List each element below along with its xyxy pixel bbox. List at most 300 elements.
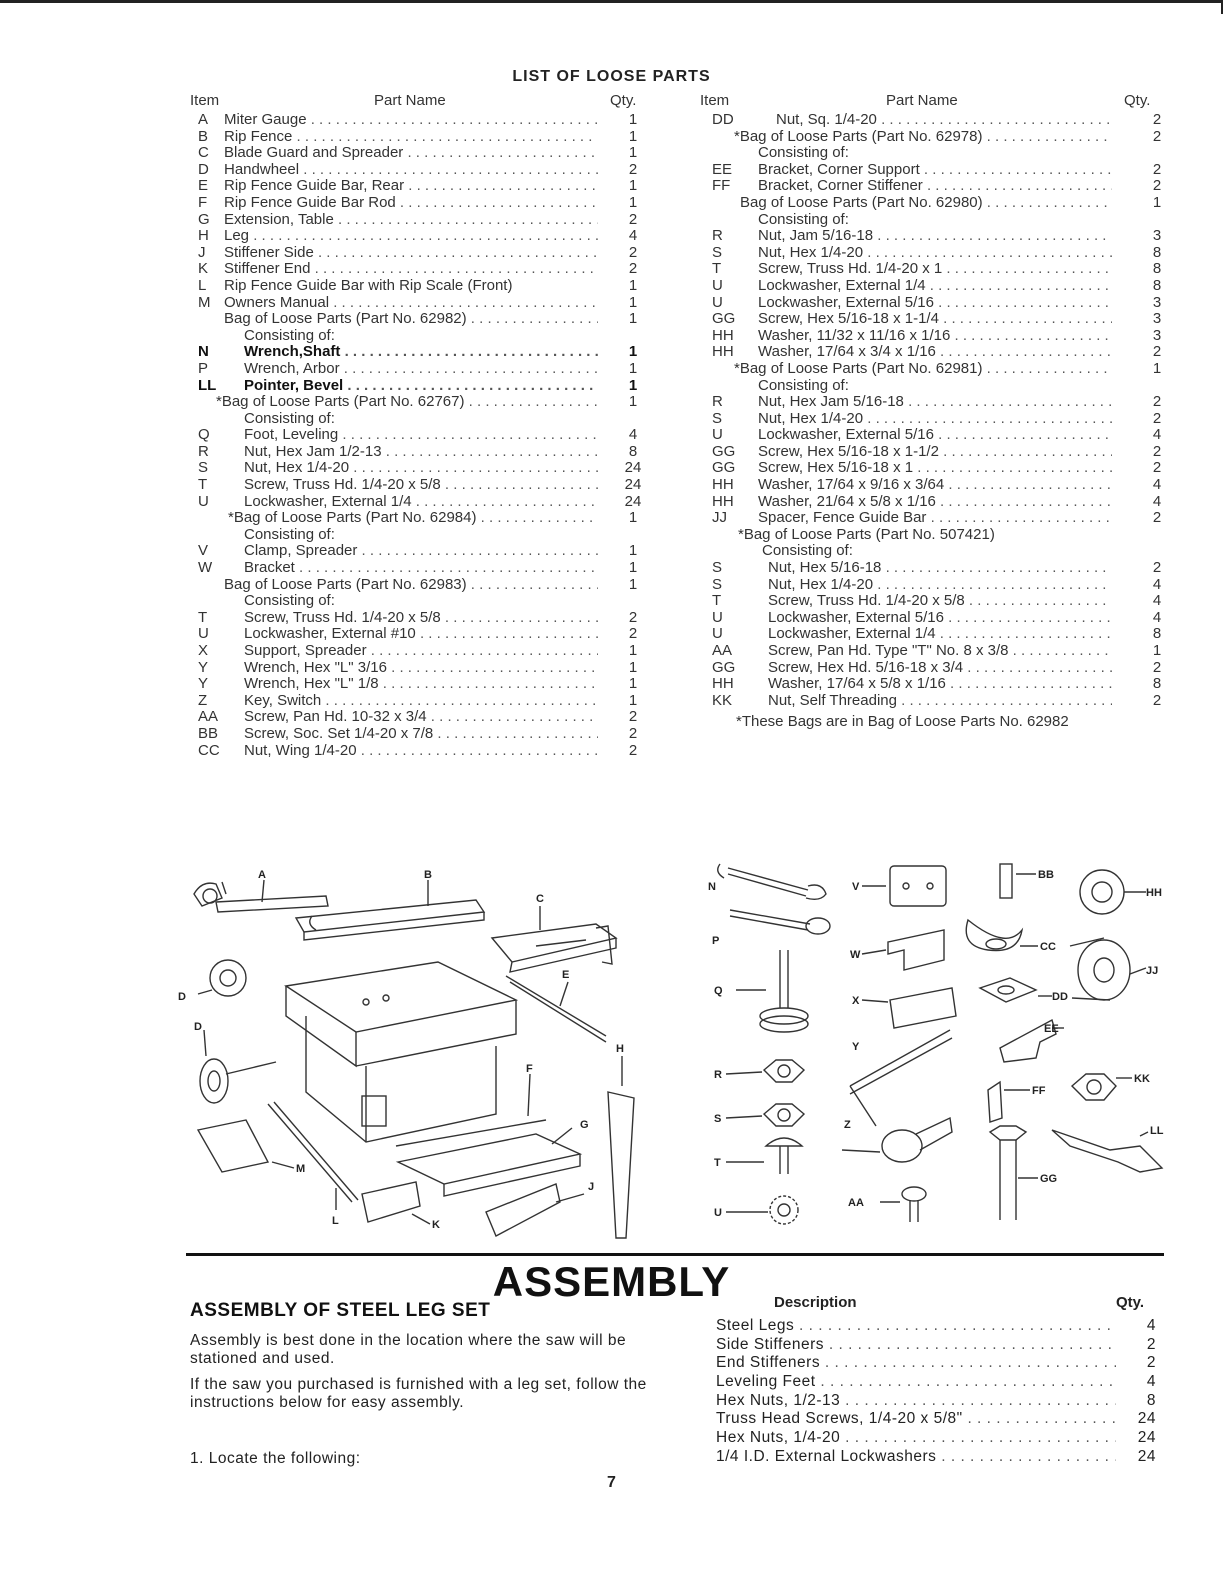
part-code: S [712,575,723,593]
set-screw-drawing [1000,864,1012,898]
part-qty: 4 [1152,608,1162,626]
part-name: *Bag of Loose Parts (Part No. 507421) [738,526,995,543]
assembly-heading: ASSEMBLY [492,1258,731,1305]
parts-row [700,411,1170,428]
arbor-wrench-drawing [730,910,810,930]
part-code: JJ [712,509,727,527]
part-code: S [198,459,209,477]
part-name: Wrench, Arbor . . . [244,361,598,378]
blade-guard-drawing [492,924,616,972]
parts-list-left-rows [186,112,646,759]
leg-set-part-qty: 2 [1146,1354,1156,1372]
part-code: GG [712,310,736,328]
label-g: G [580,1119,589,1131]
part-name: Nut, Hex 1/4-20 . . . [768,577,1112,594]
part-qty: 3 [1152,293,1162,311]
part-code: HH [712,675,734,693]
parts-row [186,178,646,195]
parts-row [186,112,646,129]
part-code: W [198,559,213,577]
part-name: Bracket . . . [244,560,598,577]
parts-row [186,145,646,162]
part-qty: 2 [628,625,638,643]
hex-wrench-drawing [850,1030,952,1126]
part-qty: 2 [1152,160,1162,178]
parts-row [186,212,646,229]
self-threading-nut-drawing [1072,1074,1116,1100]
shaft-wrench-drawing [728,868,808,896]
leg-set-paragraph: If the saw you purchased is furnished with a leg set, follow the instructions below for easy assembly. [190,1376,647,1411]
part-name: Lockwasher, External 1/4 . . . [768,626,1112,643]
part-code: U [712,608,723,626]
part-qty: 2 [628,160,638,178]
part-qty: 1 [628,509,638,527]
part-name: Lockwasher, External #10 . . . [244,626,598,643]
part-code: J [198,243,206,261]
part-qty: 8 [628,442,638,460]
part-code: U [712,625,723,643]
hex-screw-drawing [990,1126,1026,1220]
label-ll: LL [1150,1125,1164,1137]
parts-row [700,610,1170,627]
parts-row [700,560,1170,577]
part-qty: 2 [628,260,638,278]
part-qty: 2 [1152,559,1162,577]
part-qty: 1 [628,559,638,577]
part-code: R [712,393,723,411]
part-qty: 1 [628,127,638,145]
part-name: Lockwasher, External 5/16 . . . [758,427,1112,444]
label-d-upper: D [178,991,186,1003]
parts-row [700,145,1170,162]
leg-set-part-row [716,1410,1156,1429]
leg-set-part-row [716,1354,1156,1373]
parts-row [700,344,1170,361]
leg-set-part-row [716,1429,1156,1448]
parts-row [700,328,1170,345]
part-name: Washer, 11/32 x 11/16 x 1/16 . . . [758,328,1112,345]
parts-list-left-header [186,92,646,112]
label-x: X [852,995,860,1007]
label-m: M [296,1163,306,1175]
label-s: S [714,1113,722,1125]
parts-row [186,278,646,295]
label-z: Z [844,1119,851,1131]
label-w: W [850,949,861,961]
parts-row [186,427,646,444]
part-qty: 1 [1152,642,1162,659]
part-qty: 2 [1152,691,1162,709]
part-name: Consisting of: [758,211,849,228]
parts-row [700,378,1170,395]
label-q: Q [714,985,723,997]
parts-row [186,726,646,743]
leg-set-part-name: Steel Legs . . . [716,1317,1116,1336]
part-qty: 1 [628,193,638,211]
part-code: M [198,293,211,311]
label-r: R [714,1069,722,1081]
header-qty: Qty. [610,92,637,109]
part-qty: 4 [628,426,638,444]
parts-row [700,162,1170,179]
part-name: *Bag of Loose Parts (Part No. 62981) . . . [734,361,1112,378]
part-qty: 2 [1152,459,1162,477]
part-code: HH [712,343,734,361]
parts-row [700,228,1170,245]
part-name: Consisting of: [758,145,849,162]
part-name: Foot, Leveling . . . [244,427,598,444]
part-qty: 2 [1152,409,1162,427]
top-border-line [0,0,1223,3]
parts-row [700,543,1170,560]
part-code: GG [712,442,736,460]
part-qty: 4 [1152,575,1162,593]
stiffener-bracket-drawing [988,1082,1002,1122]
part-code: F [198,193,208,211]
header-part-name: Part Name [886,92,958,109]
guide-bar-rod-drawing [396,1120,546,1146]
part-name: Rip Fence . . . [224,129,598,146]
part-code: R [712,227,723,245]
label-v: V [852,881,860,893]
part-code: HH [712,326,734,344]
part-name: Bracket, Corner Stiffener . . . [758,178,1112,195]
intro-paragraph: Assembly is best done in the location where the saw will be stationed and used. [190,1332,627,1367]
parts-row [186,743,646,760]
part-name: Spacer, Fence Guide Bar . . . [758,510,1112,527]
part-name: Washer, 17/64 x 5/8 x 1/16 . . . [768,676,1112,693]
part-qty: 1 [628,343,638,361]
label-ee: EE [1044,1023,1059,1035]
part-name: Support, Spreader . . . [244,643,598,660]
part-qty: 2 [628,708,638,726]
leg-set-part-row [716,1448,1156,1467]
parts-row [186,245,646,262]
hex-nut-drawing [764,1104,804,1126]
part-code: KK [712,691,733,709]
parts-row [700,427,1170,444]
part-qty: 1 [628,642,638,659]
parts-row [186,328,646,345]
part-name: Nut, Sq. 1/4-20 . . . [776,112,1112,129]
parts-row [186,295,646,312]
label-hh: HH [1146,887,1162,899]
leg-set-part-qty: 4 [1146,1373,1156,1391]
part-name: Screw, Pan Hd. Type "T" No. 8 x 3/8 . . . [768,643,1112,660]
part-qty: 1 [628,675,638,693]
part-qty: 2 [1152,442,1162,460]
parts-row [186,560,646,577]
part-name: Nut, Hex 1/4-20 . . . [758,245,1112,262]
part-code: T [198,476,208,494]
label-u: U [714,1207,722,1219]
description-header: Description [774,1294,857,1311]
owners-manual-drawing [198,1120,268,1172]
part-code: S [712,409,723,427]
parts-row [700,112,1170,129]
parts-row [700,295,1170,312]
part-qty: 8 [1152,276,1162,294]
part-name: Consisting of: [244,410,335,427]
part-name: Consisting of: [758,377,849,394]
parts-row [700,626,1170,643]
parts-row [186,643,646,660]
part-code: GG [712,459,736,477]
parts-row [700,593,1170,610]
part-code: U [198,492,209,510]
part-qty: 2 [1152,127,1162,145]
part-code: LL [198,376,217,394]
parts-row [186,394,646,411]
part-qty: 4 [1152,592,1162,610]
section-title: ASSEMBLY OF STEEL LEG SET [190,1300,491,1321]
parts-row [186,129,646,146]
part-code: Y [198,658,209,676]
part-qty: 1 [1152,359,1162,377]
step-1: 1. Locate the following: [190,1450,361,1467]
part-name: Nut, Jam 5/16-18 . . . [758,228,1112,245]
part-name: Wrench, Hex "L" 1/8 . . . [244,676,598,693]
part-name: Screw, Truss Hd. 1/4-20 x 1 . . . [758,261,1112,278]
label-p: P [712,935,720,947]
part-code: T [198,608,208,626]
leg-set-part-row [716,1336,1156,1355]
part-name: Screw, Truss Hd. 1/4-20 x 5/8 . . . [244,610,598,627]
part-qty: 1 [628,310,638,328]
parts-row [186,378,646,395]
leg-drawing [608,1092,634,1238]
label-j: J [588,1181,595,1193]
part-code: K [198,260,209,278]
part-qty: 2 [628,243,638,261]
part-name: Stiffener End . . . [224,261,598,278]
parts-row [700,361,1170,378]
part-name: Stiffener Side . . . [224,245,598,262]
leg-set-part-qty: 24 [1137,1410,1156,1428]
part-qty: 2 [1152,343,1162,361]
parts-list-right [700,92,1170,730]
parts-row [186,477,646,494]
parts-row [186,660,646,677]
part-name: Lockwasher, External 1/4 . . . [244,494,598,511]
part-qty: 1 [628,177,638,195]
footnote: *These Bags are in Bag of Loose Parts No. 62982 [736,713,1069,731]
leg-set-part-qty: 4 [1146,1317,1156,1334]
parts-row [700,311,1170,328]
stiffener-end-drawing [362,1182,420,1222]
part-name: Screw, Pan Hd. 10-32 x 3/4 . . . [244,709,598,726]
leg-set-part-qty: 2 [1146,1335,1156,1353]
label-jj: JJ [1146,965,1159,977]
part-code: A [198,111,209,128]
parts-row [186,494,646,511]
parts-row [700,178,1170,195]
parts-row [186,610,646,627]
stiffener-side-drawing [486,1184,560,1236]
label-e: E [562,969,570,981]
miter-gauge-drawing [194,882,328,912]
header-item: Item [700,92,730,109]
parts-row [186,709,646,726]
parts-row [186,543,646,560]
part-code: Q [198,426,210,444]
part-qty: 1 [628,359,638,377]
part-qty: 4 [1152,492,1162,510]
part-code: T [712,260,722,278]
label-n: N [708,881,716,893]
parts-row [186,344,646,361]
part-qty: 4 [1152,476,1162,494]
parts-row [186,444,646,461]
qty-header: Qty. [1116,1294,1145,1311]
part-name: Consisting of: [244,327,335,344]
leg-set-part-name: 1/4 I.D. External Lockwashers . . . [716,1448,1116,1467]
parts-row [700,245,1170,262]
part-name: Pointer, Bevel . . . [244,378,598,395]
parts-row [700,444,1170,461]
part-name: Nut, Hex 5/16-18 . . . [768,560,1112,577]
part-name: Bracket, Corner Support . . . [758,162,1112,179]
part-qty: 3 [1152,227,1162,245]
part-name: Lockwasher, External 1/4 . . . [758,278,1112,295]
handwheel-drawings [200,960,276,1103]
leg-set-part-qty: 8 [1146,1391,1156,1409]
leg-set-parts-list [716,1317,1156,1467]
leveling-foot-drawing [760,950,808,1032]
section-rule [186,1253,1164,1256]
part-name: Bag of Loose Parts (Part No. 62980) . . . [740,195,1112,212]
part-qty: 24 [624,459,642,477]
part-qty: 8 [1152,625,1162,643]
part-name: Nut, Hex 1/4-20 . . . [244,460,598,477]
label-ff: FF [1032,1085,1046,1097]
label-k: K [432,1219,440,1231]
parts-list-right-header [700,92,1170,112]
switch-key-drawing [882,1130,922,1162]
parts-list-right-rows [700,112,1170,709]
part-qty: 2 [628,741,638,759]
leg-set-part-row [716,1392,1156,1411]
parts-row [186,311,646,328]
pan-head-screw-drawing [902,1187,926,1201]
label-c: C [536,893,544,905]
label-bb: BB [1038,869,1054,881]
part-code: CC [198,741,220,759]
label-d-lower: D [194,1021,202,1033]
label-gg: GG [1040,1173,1058,1185]
header-part-name: Part Name [374,92,446,109]
label-h: H [616,1043,624,1055]
part-name: Consisting of: [762,543,853,560]
parts-row [700,460,1170,477]
part-qty: 2 [628,724,638,742]
parts-row [186,626,646,643]
part-qty: 1 [628,542,638,560]
part-code: Y [198,675,209,693]
label-b: B [424,869,432,881]
part-code: R [198,442,209,460]
spreader-support-drawing [890,988,956,1028]
label-y: Y [852,1041,860,1053]
parts-row [700,195,1170,212]
parts-row [700,212,1170,229]
part-name: Nut, Wing 1/4-20 . . . [244,743,598,760]
label-kk: KK [1134,1073,1150,1085]
part-code: S [712,559,723,577]
part-code: AA [198,708,219,726]
part-code: U [198,625,209,643]
bracket-drawing [888,930,944,970]
part-qty: 1 [628,111,638,128]
part-name: Nut, Self Threading . . . [768,693,1112,710]
truss-screw-drawing [766,1138,802,1146]
part-code: C [198,144,209,162]
parts-row [186,228,646,245]
square-nut-drawing [980,978,1036,1002]
leg-set-part-name: Hex Nuts, 1/4-20 . . . [716,1429,1116,1448]
part-name: Wrench,Shaft . . . [244,344,598,361]
parts-row [700,510,1170,527]
part-qty: 24 [624,476,642,494]
part-qty: 24 [624,492,642,510]
part-name: Handwheel . . . [224,162,598,179]
saw-parts-illustration [176,866,656,1248]
part-code: G [198,210,210,228]
leg-set-part-name: Leveling Feet . . . [716,1373,1116,1392]
wing-nut-drawing [966,920,1022,951]
parts-row [700,527,1170,544]
part-name: Screw, Hex 5/16-18 x 1-1/4 . . . [758,311,1112,328]
part-name: Leg . . . [224,228,598,245]
parts-row [700,278,1170,295]
guide-bar-front-drawing [268,1104,352,1202]
leg-set-part-name: Hex Nuts, 1/2-13 . . . [716,1392,1116,1411]
part-name: Clamp, Spreader . . . [244,543,598,560]
parts-row [186,577,646,594]
part-qty: 8 [1152,675,1162,693]
leg-set-part-qty: 24 [1137,1447,1156,1465]
label-a: A [258,869,266,881]
page-number: 7 [607,1474,616,1491]
label-t: T [714,1157,721,1169]
part-name: *Bag of Loose Parts (Part No. 62978) . . . [734,129,1112,146]
guide-bar-rear-drawing [506,976,606,1036]
header-item: Item [190,92,220,109]
bevel-pointer-drawing [1052,1130,1162,1172]
part-code: BB [198,724,219,742]
saw-body-drawing [286,962,516,1142]
part-name: Nut, Hex Jam 5/16-18 . . . [758,394,1112,411]
spacer-drawing [1070,938,1130,1000]
parts-row [186,593,646,610]
part-name: Screw, Hex Hd. 5/16-18 x 3/4 . . . [768,660,1112,677]
part-name: Nut, Hex Jam 1/2-13 . . . [244,444,598,461]
part-qty: 4 [628,227,638,245]
part-name: Rip Fence Guide Bar, Rear . . . [224,178,598,195]
spreader-clamp-drawing [890,866,946,906]
part-qty: 8 [1152,243,1162,261]
part-name: Miter Gauge . . . [224,112,598,129]
jam-nut-drawing [764,1060,804,1082]
part-code: P [198,359,209,377]
part-qty: 1 [628,276,638,294]
part-name: Bag of Loose Parts (Part No. 62983) . . . [224,577,598,594]
parts-row [700,693,1170,710]
parts-row [700,129,1170,146]
part-qty: 2 [628,210,638,228]
list-title: LIST OF LOOSE PARTS [512,68,711,85]
part-code: V [198,542,209,560]
